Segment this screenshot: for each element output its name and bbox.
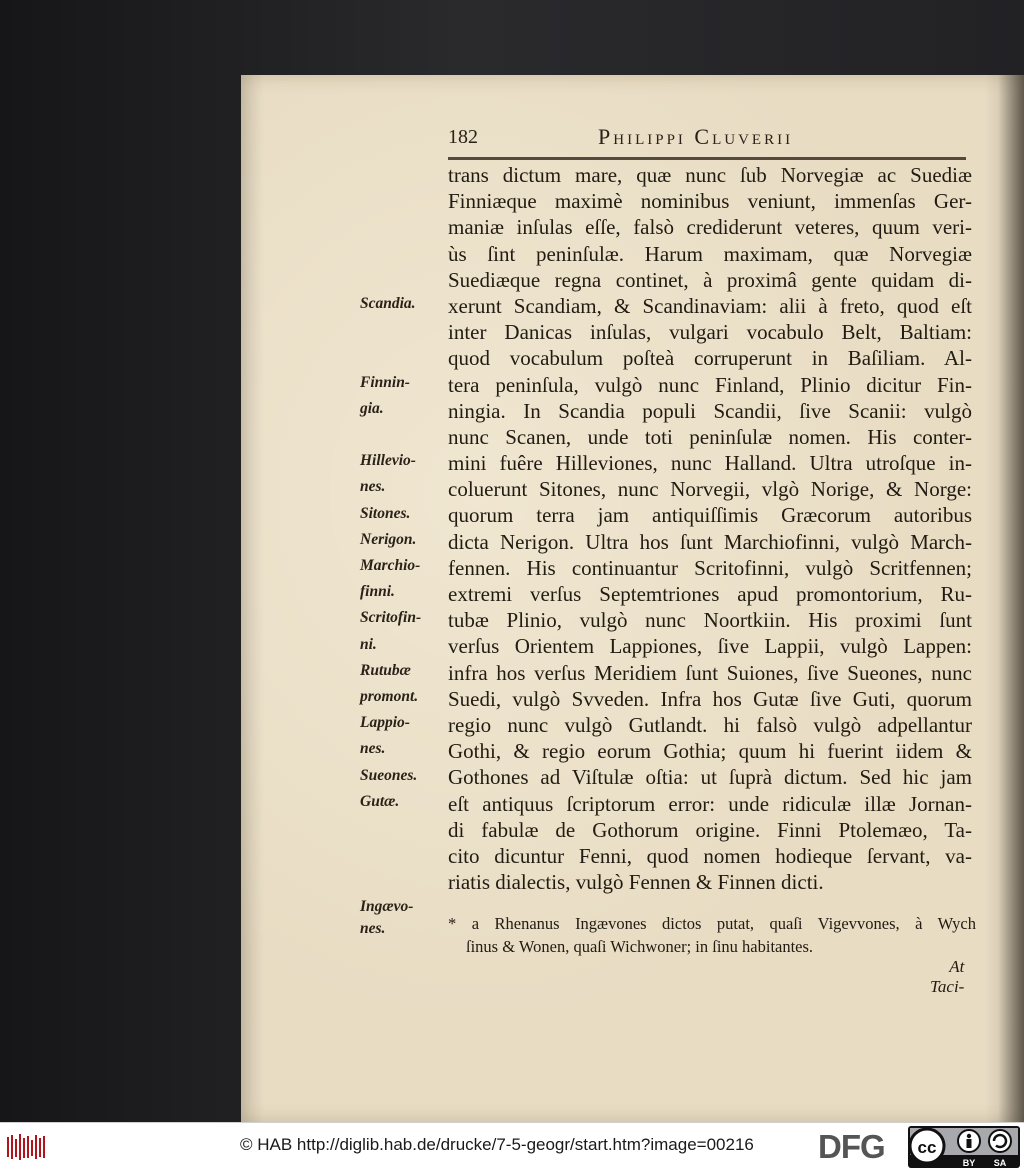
text-line: dicta Nerigon. Ultra hos ſunt Marchiofinni, vulgò March- — [448, 529, 972, 554]
viewer-footer-bar — [0, 1122, 1024, 1171]
text-line: xerunt Scandiam, & Scandinaviam: alii à freto, quod eſt — [448, 293, 972, 318]
text-line: tubæ Plinio, vulgò nunc Noortkiin. His proximi ſunt — [448, 608, 972, 633]
running-head: Philippi Cluverii — [598, 124, 794, 149]
text-line: quod vocabulum poſteà corruperunt in Baſiliam. Al- — [448, 346, 972, 371]
margin-note: Marchio- — [360, 557, 421, 574]
svg-text:cc: cc — [917, 1138, 937, 1157]
text-line: cito dicuntur Fenni, quod nomen hodieque ſervant, va- — [448, 843, 972, 868]
text-line: Gothi, & regio eorum Gothia; quum hi fuerint iidem & — [448, 739, 972, 764]
margin-note: Lappio- — [360, 714, 410, 732]
text-line: trans dictum mare, quæ nunc ſub Norvegiæ ac Suediæ — [448, 163, 972, 187]
text-line: Suediæque regna continet, à proximâ gente quidam di- — [448, 267, 972, 292]
page-header — [448, 126, 968, 156]
footnote-margin-line: nes. — [360, 920, 386, 937]
text-line: riatis dialectis, vulgò Fennen & Finnen dicti. — [448, 870, 824, 895]
margin-note: Scritofin- — [360, 609, 422, 627]
text-line: coluerunt Sitones, nunc Norvegii, vlgò Norige, & Norge: — [448, 477, 972, 502]
page-gutter-shadow — [998, 75, 1024, 1122]
main-text-block — [448, 162, 972, 895]
text-line: maniæ inſulas eſſe, falsò crediderunt veteres, quum veri- — [448, 215, 972, 240]
margin-note: gia. — [360, 399, 384, 417]
margin-note: Scandia. — [360, 295, 416, 312]
sa-label: SA — [993, 1158, 1007, 1168]
margin-note: Sueones. — [360, 766, 418, 784]
margin-note: Rutubæ — [360, 661, 411, 679]
text-line: regio nunc vulgò Gutlandt. hi falsò vulgò adpellantur — [448, 712, 972, 737]
margin-note: Nerigon. — [360, 530, 417, 548]
margin-note: Gutæ. — [360, 792, 400, 810]
footnote-line: ſinus & Wonen, quaſi Wichwoner; in ſinu habitantes. — [466, 937, 814, 956]
margin-note: finni. — [360, 583, 395, 601]
text-line: Gothones ad Viſtulæ oſtia: ut ſuprà dictum. Sed hic jam — [448, 765, 972, 790]
footnote — [448, 912, 976, 958]
footnote-line: * a Rhenanus Ingævones dictos putat, quaſi Vigevvones, à Wych — [448, 914, 976, 933]
margin-note: Hillevio- — [360, 452, 416, 470]
text-line: infra hos verſus Meridiem ſunt Suiones, ſive Sueones, nunc — [448, 660, 972, 685]
catchword-line: Taci- — [930, 977, 965, 996]
hab-logo-icon[interactable] — [6, 1133, 48, 1161]
text-line: extremi verſus Septemtriones apud promontorium, Ru- — [448, 582, 972, 606]
margin-note: ni. — [360, 635, 377, 653]
text-line: verſus Orientem Lappiones, ſive Lappii, vulgò Lappen: — [448, 634, 972, 659]
text-line: Suedi, vulgò Svveden. Infra hos Gutæ ſive Guti, quorum — [448, 686, 972, 711]
catchword-line: At — [949, 957, 965, 976]
text-line: ningia. In Scandia populi Scandii, ſive Scanii: vulgò — [448, 398, 972, 423]
text-line: eſt antiquus ſcriptorum error: unde ridiculæ illæ Jornan- — [448, 791, 972, 816]
catchword — [930, 957, 964, 997]
text-line: Finniæque maximè nominibus veniunt, immenſas Ger- — [448, 189, 972, 214]
text-line: inter Danicas inſulas, vulgari vocabulo Belt, Baltiam: — [448, 320, 972, 345]
text-line: nunc Scanen, unde toti peninſulæ nomen. His conter- — [448, 424, 972, 449]
by-label: BY — [962, 1158, 976, 1168]
text-line: di fabulæ de Gothorum origine. Finni Ptolemæo, Ta- — [448, 817, 972, 842]
text-line: quorum terra jam antiquiſſimis Græcorum autoribus — [448, 503, 972, 528]
creative-commons-badge-icon[interactable] — [908, 1126, 1020, 1168]
margin-note: Finnin- — [360, 373, 410, 391]
page-number: 182 — [448, 126, 478, 148]
copyright-link[interactable]: © HAB http://diglib.hab.de/drucke/7-5-geogr/start.htm?image=00216 — [240, 1135, 754, 1154]
text-line: tera peninſula, vulgò nunc Finland, Plinio dicitur Fin- — [448, 372, 972, 397]
dfg-logo[interactable]: DFG — [818, 1128, 885, 1165]
text-line: ùs ſint peninſulæ. Harum maximam, quæ Norvegiæ — [448, 241, 972, 266]
header-rule — [448, 157, 966, 160]
margin-note: nes. — [360, 740, 386, 758]
footnote-margin-line: Ingævo- — [360, 898, 414, 915]
text-line: fennen. His continuantur Scritofinni, vulgò Scritfennen; — [448, 555, 972, 580]
text-line: mini fuêre Hilleviones, nunc Halland. Ultra utroſque in- — [448, 451, 972, 476]
margin-note: nes. — [360, 478, 386, 496]
margin-note: Sitones. — [360, 504, 411, 522]
margin-note: promont. — [360, 688, 419, 705]
